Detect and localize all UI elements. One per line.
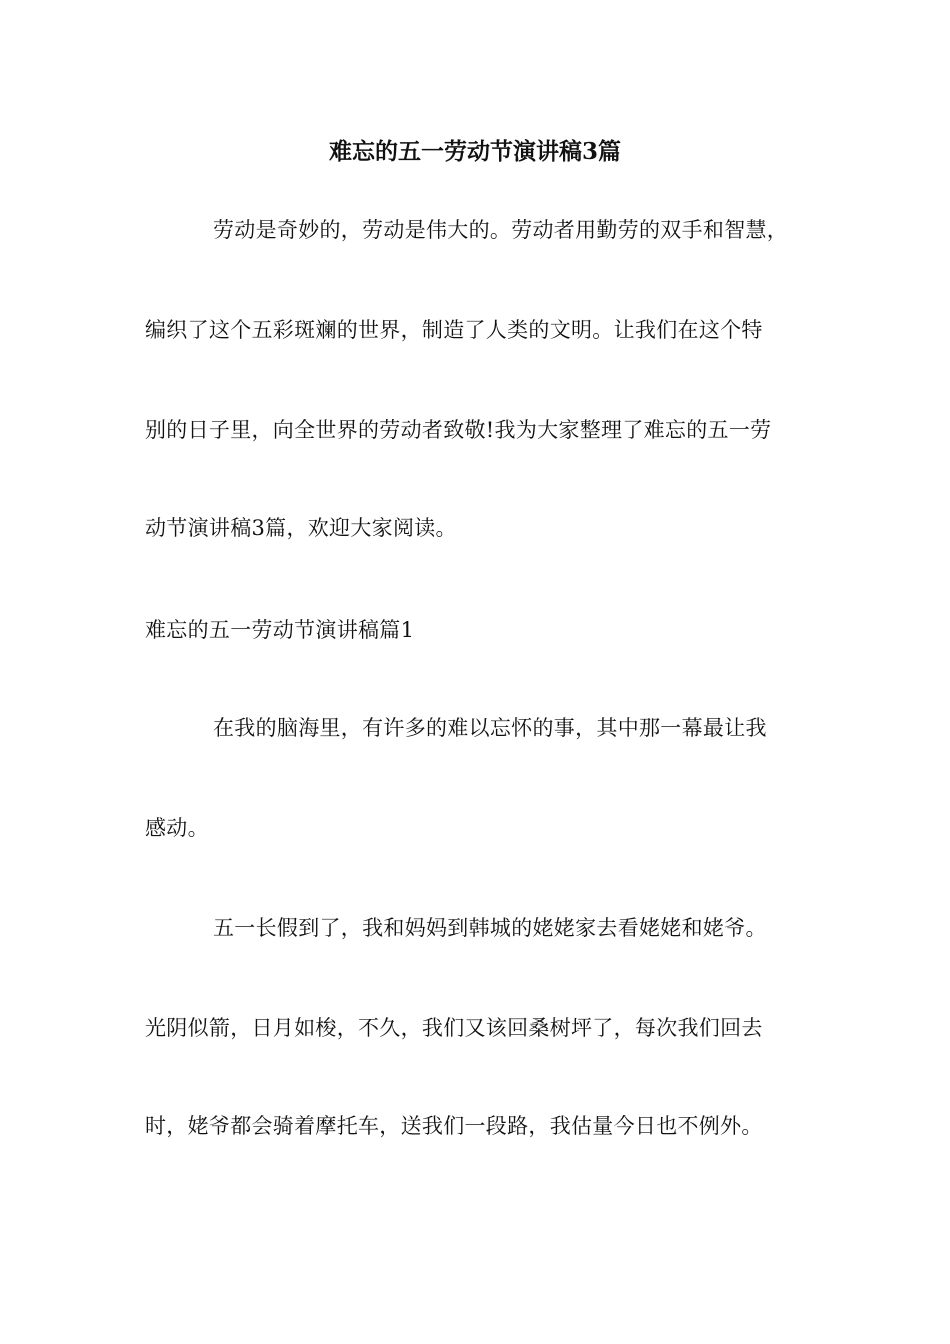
paragraph2-line-2: 光阴似箭，日月如梭，不久，我们又该回桑树坪了，每次我们回去	[145, 1016, 763, 1040]
paragraph1-line-1: 在我的脑海里，有许多的难以忘怀的事，其中那一幕最让我	[213, 716, 767, 740]
paragraph2-line-3: 时，姥爷都会骑着摩托车，送我们一段路，我估量今日也不例外。	[145, 1114, 763, 1138]
document-title: 难忘的五一劳动节演讲稿3篇	[328, 138, 621, 165]
intro-line-4: 动节演讲稿3篇，欢迎大家阅读。	[145, 516, 457, 540]
section-heading: 难忘的五一劳动节演讲稿篇1	[145, 618, 415, 642]
paragraph1-line-2: 感动。	[145, 816, 209, 840]
intro-line-2: 编织了这个五彩斑斓的世界，制造了人类的文明。让我们在这个特	[145, 318, 763, 342]
intro-line-1: 劳动是奇妙的，劳动是伟大的。劳动者用勤劳的双手和智慧，	[213, 218, 789, 242]
paragraph2-line-1: 五一长假到了，我和妈妈到韩城的姥姥家去看姥姥和姥爷。	[213, 916, 767, 940]
intro-line-3: 别的日子里，向全世界的劳动者致敬!我为大家整理了难忘的五一劳	[145, 418, 772, 442]
